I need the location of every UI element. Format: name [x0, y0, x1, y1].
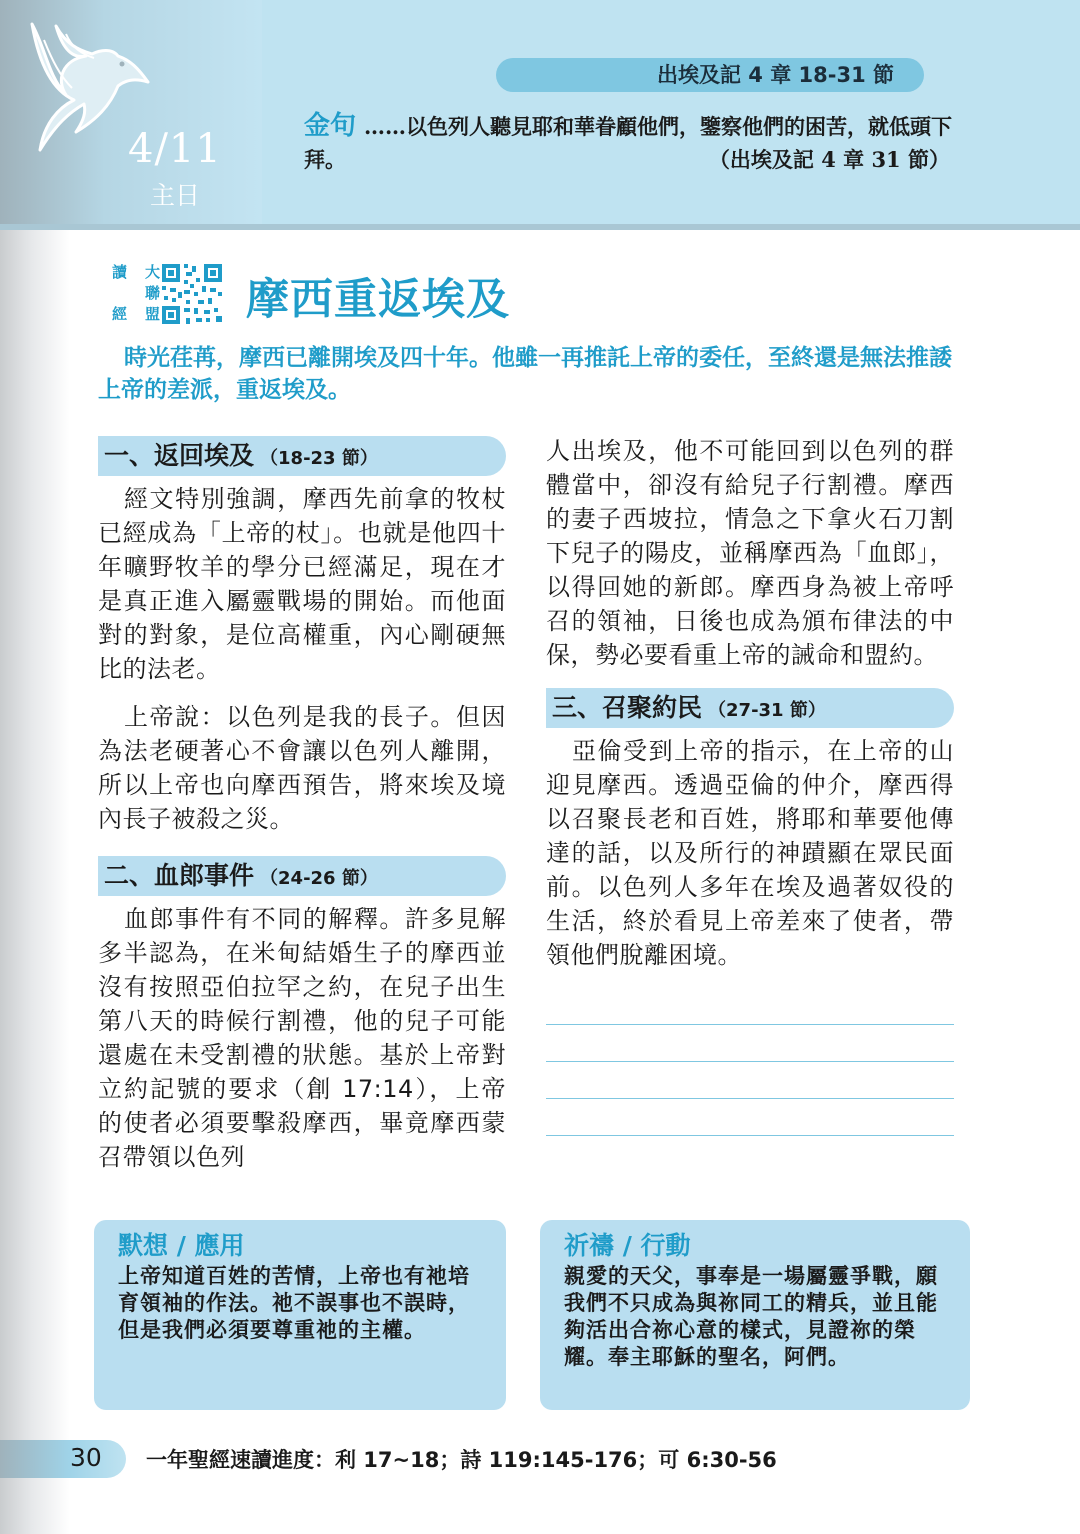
note-line	[546, 1135, 954, 1136]
page-number-tab	[0, 1440, 126, 1478]
golden-verse-text: ……以色列人聽見耶和華眷顧他們，鑒察他們的困苦，就低頭下拜。	[304, 114, 953, 172]
body-paragraph: 血郎事件有不同的解釋。許多見解多半認為，在米甸結婚生子的摩西並沒有按照亞伯拉罕之約，在兒子出生第八天的時候行割禮，他的兒子可能還處在未受割禮的狀態。基於上帝對立約記號的要求（創 17:14），上帝的使者必須要擊殺摩西，畢竟摩西蒙召帶領以色列	[98, 905, 506, 1171]
page-spine-shadow	[0, 0, 70, 1534]
note-line	[546, 1098, 954, 1099]
right-column	[546, 434, 954, 1172]
section-title: 二、血郎事件	[104, 861, 255, 890]
section-verses: （27-31 節）	[708, 700, 826, 721]
golden-verse	[304, 110, 956, 176]
qr-caption-char: 盟	[144, 305, 160, 323]
section-title: 三、召聚約民	[552, 693, 703, 722]
body-paragraph: 經文特別強調，摩西先前拿的牧杖已經成為「上帝的杖」。也就是他四十年曠野牧羊的學分已經滿足，現在才是真正進入屬靈戰場的開始。而他面對的對象，是位高權重，內心剛硬無比的法老。	[98, 485, 506, 683]
body-paragraph: 亞倫受到上帝的指示，在上帝的山迎見摩西。透過亞倫的仲介，摩西得以召聚長老和百姓，將耶和華要他傳達的話，以及所行的神蹟顯在眾民面前。以色列人多年在埃及過著奴役的生活，終於看見上帝差來了使者，帶領他們脫離困境。	[546, 737, 954, 969]
note-line	[546, 1024, 954, 1025]
qr-caption	[112, 262, 160, 325]
qr-caption-char: 經	[112, 305, 128, 323]
golden-verse-label: 金句	[304, 111, 357, 141]
prayer-box	[540, 1220, 970, 1410]
reading-progress	[146, 1444, 777, 1474]
section-heading	[98, 436, 506, 476]
prayer-body: 親愛的天父，事奉是一場屬靈爭戰，願我們不只成為與祢同工的精兵，並且能夠活出合祢心意的樣式，見證祢的榮耀。奉主耶穌的聖名，阿們。	[564, 1263, 938, 1369]
qr-caption-char: 聯	[144, 284, 160, 302]
golden-verse-reference: （出埃及記 4 章 31 節）	[708, 147, 950, 172]
qr-code-icon[interactable]	[160, 262, 224, 326]
body-paragraph: 上帝說：以色列是我的長子。但因為法老硬著心不會讓以色列人離開，所以上帝也向摩西預告，將來埃及境內長子被殺之災。	[98, 703, 506, 833]
prayer-title: 祈禱 / 行動	[564, 1231, 691, 1260]
note-lines	[546, 1024, 954, 1136]
section-heading	[98, 856, 506, 896]
meditation-title: 默想 / 應用	[118, 1231, 245, 1260]
weekday-label: 主日	[150, 181, 201, 210]
section-title: 一、返回埃及	[104, 441, 255, 470]
left-column	[98, 436, 506, 1188]
page-title: 摩西重返埃及	[246, 275, 510, 325]
qr-caption-char: 大	[144, 263, 160, 281]
passage-reference: 出埃及記 4 章 18-31 節	[496, 58, 924, 92]
intro-paragraph: 時光荏苒，摩西已離開埃及四十年。他雖一再推託上帝的委任，至終還是無法推諉上帝的差派，重返埃及。	[98, 345, 952, 403]
qr-caption-char: 讀	[112, 263, 128, 281]
header-divider	[0, 224, 1080, 230]
page-number: 30	[70, 1443, 102, 1472]
section-verses: （18-23 節）	[260, 448, 378, 469]
date-label: 4/11	[128, 126, 222, 172]
section-verses: （24-26 節）	[260, 868, 378, 889]
section-heading	[546, 688, 954, 728]
body-paragraph-continued: 人出埃及，他不可能回到以色列的群體當中，卻沒有給兒子行割禮。摩西的妻子西坡拉，情急之下拿火石刀割下兒子的陽皮，並稱摩西為「血郎」，以得回她的新郎。摩西身為被上帝呼召的領袖，日後也成為頒布律法的中保，勢必要看重上帝的誡命和盟約。	[546, 437, 954, 669]
reading-progress-text: 利 17~18；詩 119:145-176；可 6:30-56	[335, 1448, 777, 1472]
note-line	[546, 1061, 954, 1062]
meditation-body: 上帝知道百姓的苦情，上帝也有祂培育領袖的作法。祂不誤事也不誤時，但是我們必須要尊重祂的主權。	[118, 1263, 470, 1342]
reading-progress-label: 一年聖經速讀進度：	[146, 1448, 335, 1472]
meditation-box	[94, 1220, 506, 1410]
